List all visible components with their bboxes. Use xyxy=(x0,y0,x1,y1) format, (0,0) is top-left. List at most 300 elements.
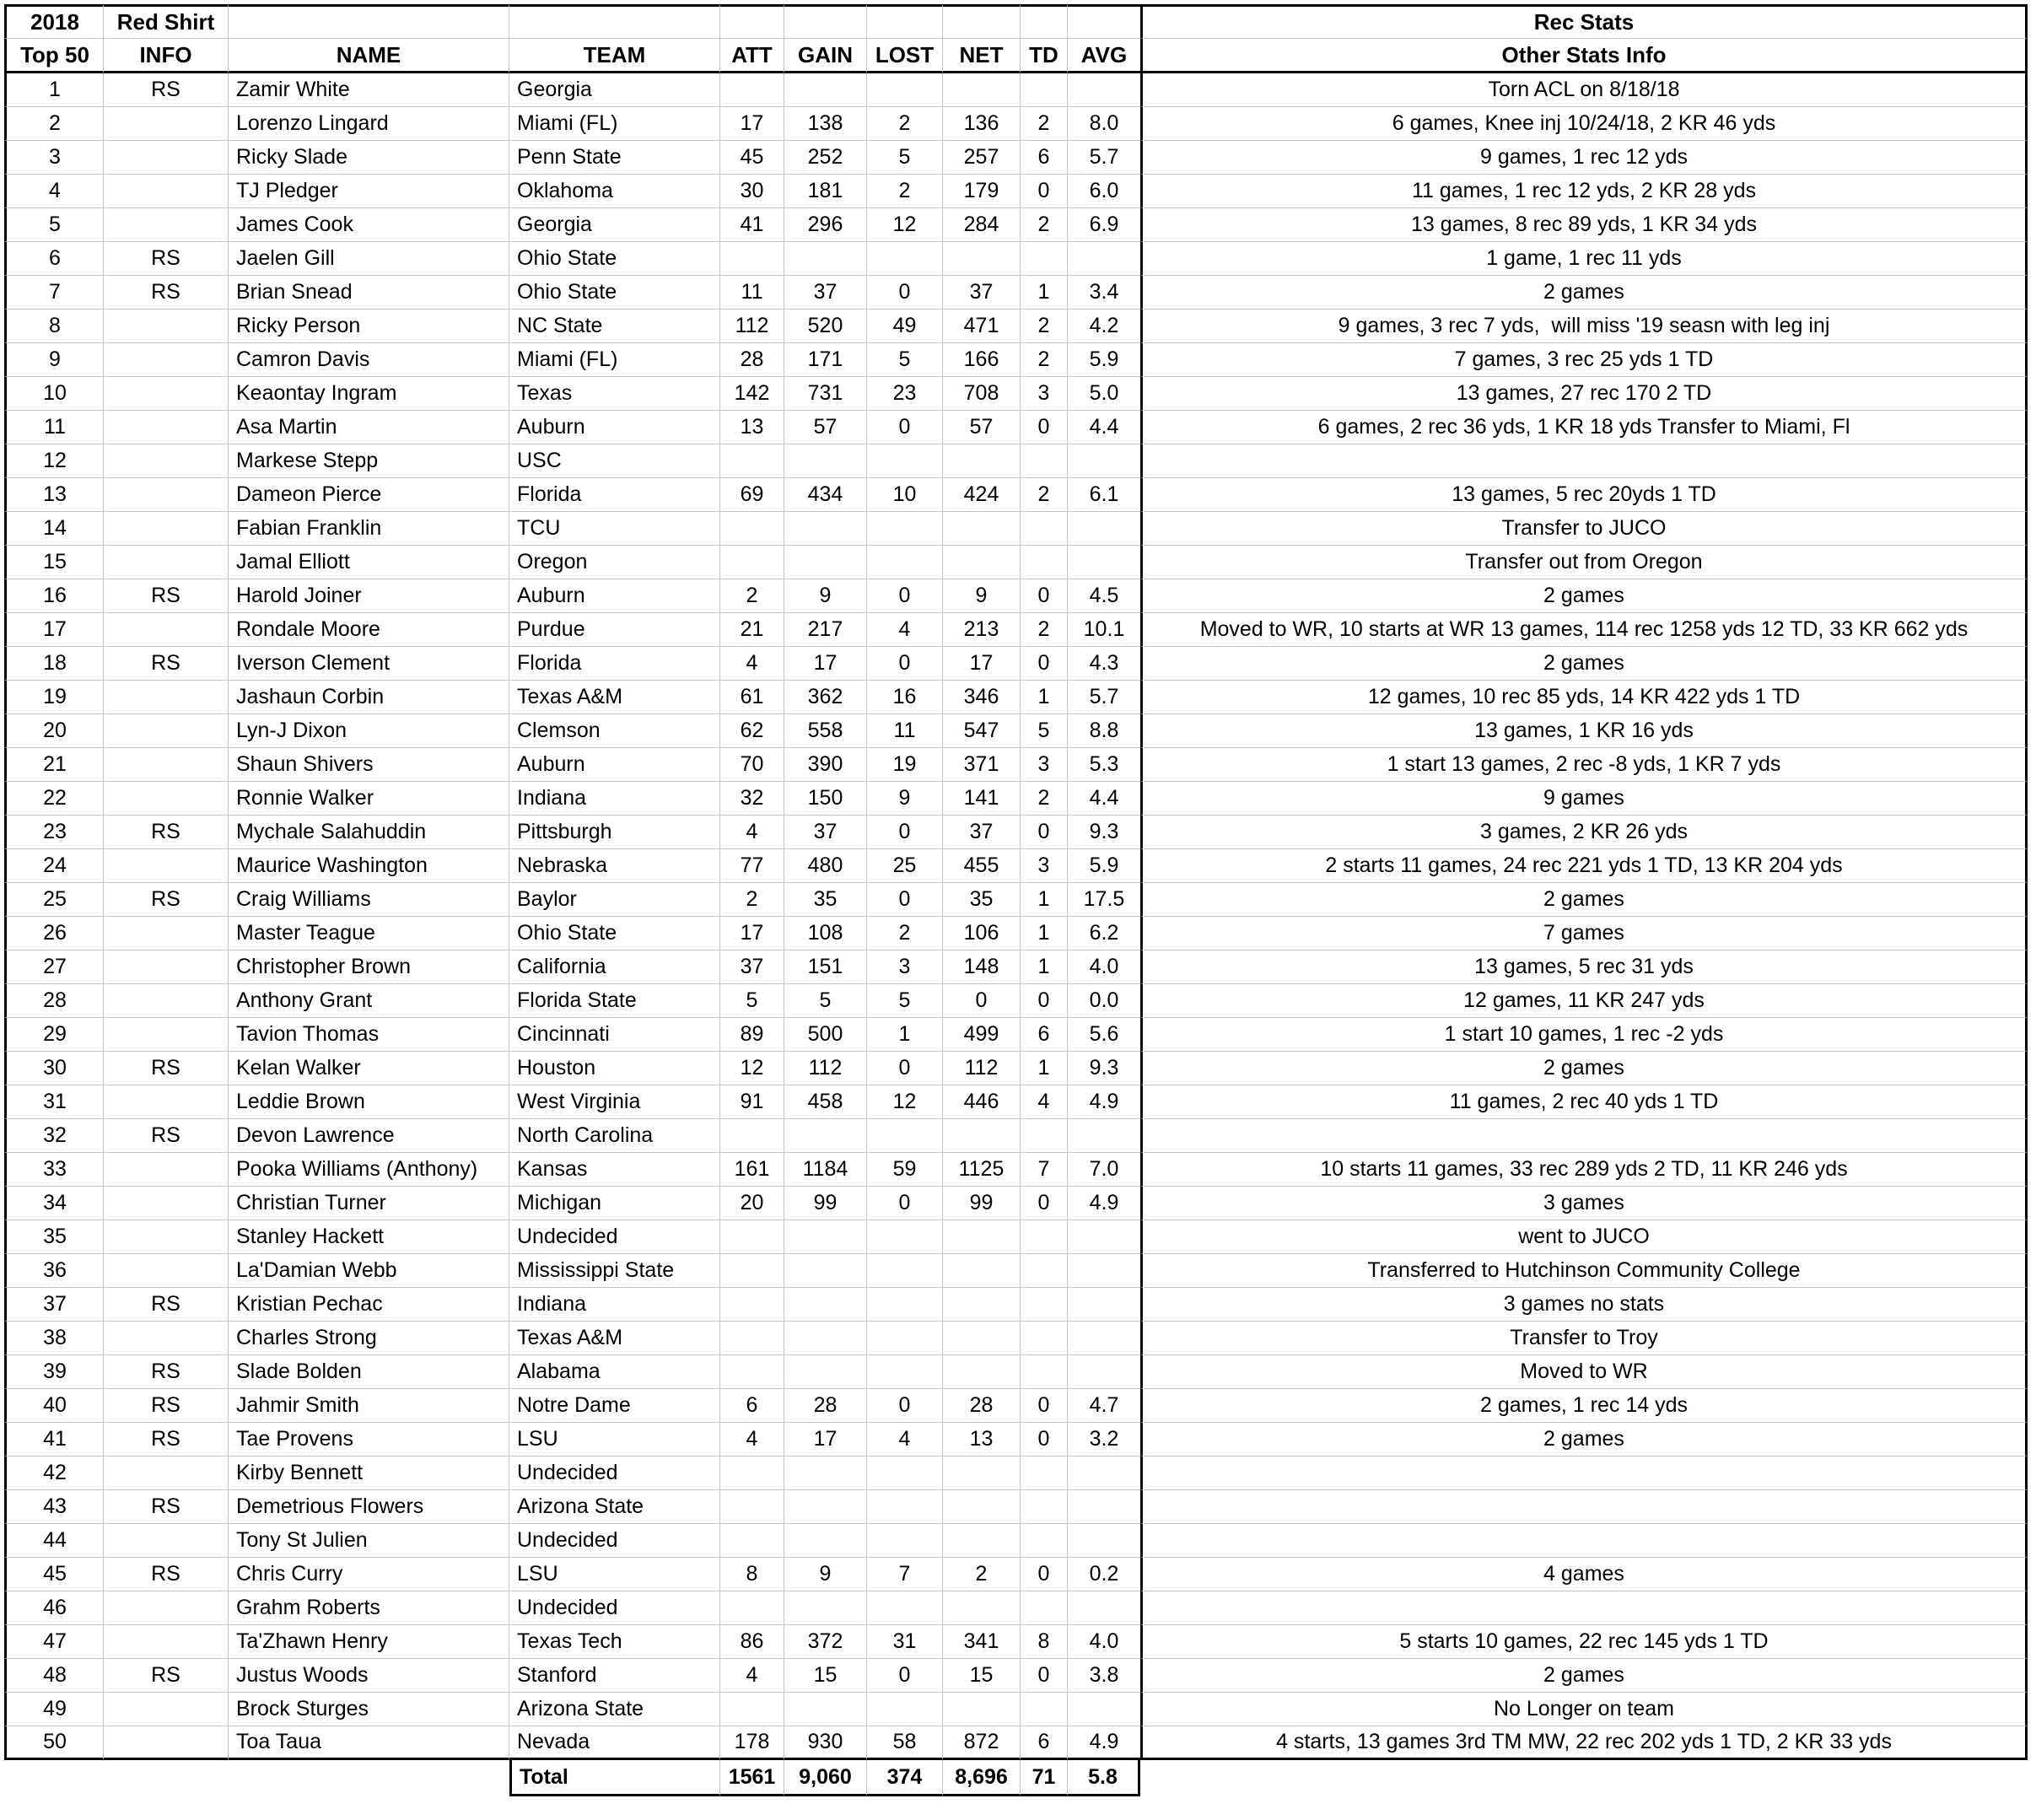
cell-rank[interactable]: 36 xyxy=(4,1254,104,1288)
cell-team[interactable]: Auburn xyxy=(509,411,720,444)
cell-att[interactable] xyxy=(720,1220,784,1254)
cell-rank[interactable]: 8 xyxy=(4,310,104,343)
cell-gain[interactable]: 151 xyxy=(784,950,867,984)
cell-rs[interactable]: RS xyxy=(104,1423,229,1457)
cell-att[interactable]: 45 xyxy=(720,141,784,175)
cell-lost[interactable] xyxy=(867,512,943,546)
cell-avg[interactable]: 4.4 xyxy=(1068,782,1140,816)
cell-rs[interactable]: RS xyxy=(104,1558,229,1591)
cell-gain[interactable] xyxy=(784,242,867,276)
cell-att[interactable]: 4 xyxy=(720,1423,784,1457)
cell-att[interactable] xyxy=(720,546,784,579)
cell-att[interactable]: 86 xyxy=(720,1625,784,1659)
cell-gain[interactable]: 9 xyxy=(784,1558,867,1591)
cell-gain[interactable]: 217 xyxy=(784,613,867,647)
cell-net[interactable] xyxy=(943,242,1021,276)
cell-info[interactable] xyxy=(1140,444,2028,478)
cell-info[interactable] xyxy=(1140,1457,2028,1490)
header-gain[interactable]: GAIN xyxy=(784,39,867,73)
cell-att[interactable] xyxy=(720,1254,784,1288)
cell-rank[interactable]: 15 xyxy=(4,546,104,579)
cell-td[interactable] xyxy=(1021,1591,1068,1625)
cell-net[interactable]: 708 xyxy=(943,377,1021,411)
cell-lost[interactable]: 10 xyxy=(867,478,943,512)
cell-info[interactable]: 9 games, 1 rec 12 yds xyxy=(1140,141,2028,175)
cell-name[interactable]: Kelan Walker xyxy=(229,1052,509,1085)
cell-lost[interactable]: 0 xyxy=(867,647,943,681)
cell-rank[interactable]: 3 xyxy=(4,141,104,175)
cell-lost[interactable]: 2 xyxy=(867,107,943,141)
cell-rs[interactable]: RS xyxy=(104,1490,229,1524)
cell-lost[interactable] xyxy=(867,1524,943,1558)
cell-team[interactable]: Georgia xyxy=(509,208,720,242)
cell-att[interactable] xyxy=(720,242,784,276)
cell-att[interactable]: 62 xyxy=(720,714,784,748)
cell-info[interactable]: 2 games xyxy=(1140,1423,2028,1457)
cell-gain[interactable]: 99 xyxy=(784,1187,867,1220)
cell-avg[interactable]: 5.7 xyxy=(1068,141,1140,175)
cell-rs[interactable] xyxy=(104,546,229,579)
cell-info[interactable]: 9 games xyxy=(1140,782,2028,816)
cell-name[interactable]: Ricky Person xyxy=(229,310,509,343)
cell-net[interactable]: 15 xyxy=(943,1659,1021,1693)
cell-rs[interactable] xyxy=(104,681,229,714)
cell-team[interactable]: Miami (FL) xyxy=(509,343,720,377)
cell-gain[interactable] xyxy=(784,1591,867,1625)
cell-rs[interactable] xyxy=(104,950,229,984)
cell-net[interactable]: 106 xyxy=(943,917,1021,950)
cell-td[interactable] xyxy=(1021,546,1068,579)
cell-att[interactable]: 142 xyxy=(720,377,784,411)
cell-att[interactable] xyxy=(720,512,784,546)
cell-td[interactable]: 1 xyxy=(1021,950,1068,984)
cell-att[interactable]: 61 xyxy=(720,681,784,714)
cell-gain[interactable]: 5 xyxy=(784,984,867,1018)
cell-gain[interactable]: 181 xyxy=(784,175,867,208)
cell-avg[interactable]: 3.4 xyxy=(1068,276,1140,310)
cell-gain[interactable]: 296 xyxy=(784,208,867,242)
cell-td[interactable] xyxy=(1021,1355,1068,1389)
cell-td[interactable]: 1 xyxy=(1021,917,1068,950)
cell-lost[interactable]: 11 xyxy=(867,714,943,748)
cell-rank[interactable]: 9 xyxy=(4,343,104,377)
cell-net[interactable]: 141 xyxy=(943,782,1021,816)
cell-avg[interactable]: 4.9 xyxy=(1068,1085,1140,1119)
cell-att[interactable]: 32 xyxy=(720,782,784,816)
cell-lost[interactable]: 3 xyxy=(867,950,943,984)
cell-att[interactable] xyxy=(720,1288,784,1322)
cell-gain[interactable]: 150 xyxy=(784,782,867,816)
cell-net[interactable] xyxy=(943,1254,1021,1288)
cell-name[interactable]: La'Damian Webb xyxy=(229,1254,509,1288)
cell-rs[interactable]: RS xyxy=(104,647,229,681)
cell-att[interactable]: 2 xyxy=(720,883,784,917)
cell-rank[interactable]: 27 xyxy=(4,950,104,984)
cell-net[interactable]: 35 xyxy=(943,883,1021,917)
cell-net[interactable] xyxy=(943,444,1021,478)
cell-rs[interactable] xyxy=(104,310,229,343)
header-blank-td[interactable] xyxy=(1021,4,1068,39)
cell-net[interactable]: 213 xyxy=(943,613,1021,647)
cell-rs[interactable]: RS xyxy=(104,579,229,613)
cell-info[interactable]: 11 games, 1 rec 12 yds, 2 KR 28 yds xyxy=(1140,175,2028,208)
cell-gain[interactable] xyxy=(784,1119,867,1153)
cell-avg[interactable]: 4.9 xyxy=(1068,1726,1140,1760)
cell-info[interactable]: 1 game, 1 rec 11 yds xyxy=(1140,242,2028,276)
cell-att[interactable]: 178 xyxy=(720,1726,784,1760)
cell-team[interactable]: Notre Dame xyxy=(509,1389,720,1423)
cell-rank[interactable]: 22 xyxy=(4,782,104,816)
cell-td[interactable]: 5 xyxy=(1021,714,1068,748)
cell-lost[interactable]: 58 xyxy=(867,1726,943,1760)
cell-team[interactable]: California xyxy=(509,950,720,984)
cell-name[interactable]: Keaontay Ingram xyxy=(229,377,509,411)
cell-net[interactable]: 2 xyxy=(943,1558,1021,1591)
header-net[interactable]: NET xyxy=(943,39,1021,73)
cell-gain[interactable]: 558 xyxy=(784,714,867,748)
cell-att[interactable]: 5 xyxy=(720,984,784,1018)
cell-net[interactable] xyxy=(943,1322,1021,1355)
cell-rs[interactable] xyxy=(104,1591,229,1625)
cell-td[interactable]: 6 xyxy=(1021,141,1068,175)
cell-name[interactable]: Kristian Pechac xyxy=(229,1288,509,1322)
cell-net[interactable] xyxy=(943,1355,1021,1389)
cell-td[interactable]: 0 xyxy=(1021,1558,1068,1591)
cell-gain[interactable]: 731 xyxy=(784,377,867,411)
cell-gain[interactable]: 17 xyxy=(784,647,867,681)
cell-rs[interactable] xyxy=(104,1254,229,1288)
cell-name[interactable]: Brock Sturges xyxy=(229,1693,509,1726)
cell-rank[interactable]: 38 xyxy=(4,1322,104,1355)
cell-td[interactable] xyxy=(1021,1288,1068,1322)
cell-avg[interactable]: 4.5 xyxy=(1068,579,1140,613)
cell-gain[interactable] xyxy=(784,512,867,546)
cell-lost[interactable]: 16 xyxy=(867,681,943,714)
cell-lost[interactable] xyxy=(867,1322,943,1355)
cell-td[interactable] xyxy=(1021,1220,1068,1254)
cell-info[interactable]: 2 games xyxy=(1140,1659,2028,1693)
cell-gain[interactable]: 500 xyxy=(784,1018,867,1052)
cell-att[interactable] xyxy=(720,1119,784,1153)
header-blank-team[interactable] xyxy=(509,4,720,39)
cell-rs[interactable] xyxy=(104,343,229,377)
cell-info[interactable]: Transfer to JUCO xyxy=(1140,512,2028,546)
cell-name[interactable]: Demetrious Flowers xyxy=(229,1490,509,1524)
cell-name[interactable]: Charles Strong xyxy=(229,1322,509,1355)
cell-avg[interactable] xyxy=(1068,1591,1140,1625)
cell-info[interactable]: Torn ACL on 8/18/18 xyxy=(1140,73,2028,107)
cell-info[interactable]: 7 games, 3 rec 25 yds 1 TD xyxy=(1140,343,2028,377)
cell-info[interactable]: 7 games xyxy=(1140,917,2028,950)
cell-net[interactable] xyxy=(943,1591,1021,1625)
cell-att[interactable]: 13 xyxy=(720,411,784,444)
cell-gain[interactable]: 252 xyxy=(784,141,867,175)
cell-td[interactable]: 2 xyxy=(1021,208,1068,242)
cell-td[interactable]: 2 xyxy=(1021,782,1068,816)
cell-rank[interactable]: 18 xyxy=(4,647,104,681)
cell-gain[interactable] xyxy=(784,1288,867,1322)
cell-name[interactable]: Devon Lawrence xyxy=(229,1119,509,1153)
cell-td[interactable] xyxy=(1021,512,1068,546)
cell-name[interactable]: Maurice Washington xyxy=(229,849,509,883)
cell-name[interactable]: Toa Taua xyxy=(229,1726,509,1760)
cell-team[interactable]: Auburn xyxy=(509,579,720,613)
cell-avg[interactable]: 5.0 xyxy=(1068,377,1140,411)
cell-avg[interactable] xyxy=(1068,1119,1140,1153)
cell-avg[interactable]: 0.0 xyxy=(1068,984,1140,1018)
cell-td[interactable]: 0 xyxy=(1021,1389,1068,1423)
cell-td[interactable] xyxy=(1021,1119,1068,1153)
cell-rs[interactable] xyxy=(104,1524,229,1558)
cell-lost[interactable] xyxy=(867,1288,943,1322)
cell-name[interactable]: Ronnie Walker xyxy=(229,782,509,816)
cell-rs[interactable] xyxy=(104,748,229,782)
cell-rs[interactable] xyxy=(104,1018,229,1052)
cell-rs[interactable]: RS xyxy=(104,883,229,917)
cell-info[interactable]: 1 start 10 games, 1 rec -2 yds xyxy=(1140,1018,2028,1052)
cell-name[interactable]: Jashaun Corbin xyxy=(229,681,509,714)
cell-rs[interactable]: RS xyxy=(104,816,229,849)
cell-rs[interactable] xyxy=(104,714,229,748)
cell-info[interactable]: 13 games, 5 rec 20yds 1 TD xyxy=(1140,478,2028,512)
cell-avg[interactable] xyxy=(1068,1355,1140,1389)
total-avg[interactable]: 5.8 xyxy=(1068,1760,1140,1796)
cell-rank[interactable]: 34 xyxy=(4,1187,104,1220)
cell-avg[interactable]: 4.0 xyxy=(1068,1625,1140,1659)
cell-info[interactable]: 11 games, 2 rec 40 yds 1 TD xyxy=(1140,1085,2028,1119)
cell-rs[interactable] xyxy=(104,141,229,175)
cell-lost[interactable] xyxy=(867,242,943,276)
cell-avg[interactable]: 6.1 xyxy=(1068,478,1140,512)
cell-team[interactable]: NC State xyxy=(509,310,720,343)
cell-lost[interactable]: 1 xyxy=(867,1018,943,1052)
cell-rs[interactable] xyxy=(104,1220,229,1254)
cell-team[interactable]: Nevada xyxy=(509,1726,720,1760)
cell-lost[interactable] xyxy=(867,1490,943,1524)
cell-info[interactable]: 3 games no stats xyxy=(1140,1288,2028,1322)
cell-lost[interactable]: 19 xyxy=(867,748,943,782)
cell-rank[interactable]: 50 xyxy=(4,1726,104,1760)
cell-att[interactable]: 28 xyxy=(720,343,784,377)
cell-net[interactable] xyxy=(943,1457,1021,1490)
cell-net[interactable]: 471 xyxy=(943,310,1021,343)
cell-team[interactable]: Texas A&M xyxy=(509,681,720,714)
cell-info[interactable]: 3 games xyxy=(1140,1187,2028,1220)
cell-net[interactable]: 371 xyxy=(943,748,1021,782)
cell-info[interactable]: No Longer on team xyxy=(1140,1693,2028,1726)
cell-name[interactable]: Ricky Slade xyxy=(229,141,509,175)
cell-rank[interactable]: 35 xyxy=(4,1220,104,1254)
cell-att[interactable]: 4 xyxy=(720,647,784,681)
cell-name[interactable]: Mychale Salahuddin xyxy=(229,816,509,849)
cell-team[interactable]: Oklahoma xyxy=(509,175,720,208)
cell-name[interactable]: Master Teague xyxy=(229,917,509,950)
cell-lost[interactable]: 0 xyxy=(867,1659,943,1693)
cell-lost[interactable] xyxy=(867,1457,943,1490)
cell-rank[interactable]: 47 xyxy=(4,1625,104,1659)
cell-lost[interactable]: 0 xyxy=(867,1187,943,1220)
cell-gain[interactable] xyxy=(784,1457,867,1490)
cell-rank[interactable]: 37 xyxy=(4,1288,104,1322)
cell-net[interactable]: 424 xyxy=(943,478,1021,512)
cell-net[interactable]: 346 xyxy=(943,681,1021,714)
cell-avg[interactable] xyxy=(1068,1288,1140,1322)
cell-avg[interactable]: 7.0 xyxy=(1068,1153,1140,1187)
cell-net[interactable]: 37 xyxy=(943,816,1021,849)
cell-gain[interactable]: 37 xyxy=(784,276,867,310)
cell-info[interactable]: Moved to WR, 10 starts at WR 13 games, 114 rec 1258 yds 12 TD, 33 KR 662 yds xyxy=(1140,613,2028,647)
cell-lost[interactable]: 9 xyxy=(867,782,943,816)
cell-lost[interactable]: 5 xyxy=(867,141,943,175)
cell-att[interactable]: 69 xyxy=(720,478,784,512)
cell-name[interactable]: Jamal Elliott xyxy=(229,546,509,579)
cell-rank[interactable]: 1 xyxy=(4,73,104,107)
cell-team[interactable]: Florida xyxy=(509,478,720,512)
cell-td[interactable] xyxy=(1021,73,1068,107)
cell-gain[interactable]: 372 xyxy=(784,1625,867,1659)
cell-rs[interactable]: RS xyxy=(104,1659,229,1693)
cell-rs[interactable] xyxy=(104,782,229,816)
cell-name[interactable]: Lorenzo Lingard xyxy=(229,107,509,141)
cell-team[interactable]: Florida State xyxy=(509,984,720,1018)
cell-gain[interactable]: 458 xyxy=(784,1085,867,1119)
cell-td[interactable] xyxy=(1021,1322,1068,1355)
cell-avg[interactable]: 3.2 xyxy=(1068,1423,1140,1457)
total-net[interactable]: 8,696 xyxy=(943,1760,1021,1796)
cell-td[interactable]: 7 xyxy=(1021,1153,1068,1187)
cell-name[interactable]: Rondale Moore xyxy=(229,613,509,647)
cell-gain[interactable] xyxy=(784,1220,867,1254)
cell-rank[interactable]: 48 xyxy=(4,1659,104,1693)
cell-name[interactable]: Iverson Clement xyxy=(229,647,509,681)
cell-team[interactable]: Texas Tech xyxy=(509,1625,720,1659)
cell-net[interactable]: 499 xyxy=(943,1018,1021,1052)
header-blank-name[interactable] xyxy=(229,4,509,39)
cell-gain[interactable]: 37 xyxy=(784,816,867,849)
cell-rank[interactable]: 32 xyxy=(4,1119,104,1153)
cell-lost[interactable]: 0 xyxy=(867,883,943,917)
cell-att[interactable] xyxy=(720,1591,784,1625)
cell-gain[interactable]: 28 xyxy=(784,1389,867,1423)
cell-rank[interactable]: 33 xyxy=(4,1153,104,1187)
cell-td[interactable]: 3 xyxy=(1021,849,1068,883)
cell-gain[interactable]: 520 xyxy=(784,310,867,343)
cell-att[interactable] xyxy=(720,1355,784,1389)
cell-name[interactable]: Ta'Zhawn Henry xyxy=(229,1625,509,1659)
cell-rank[interactable]: 39 xyxy=(4,1355,104,1389)
cell-team[interactable]: Indiana xyxy=(509,782,720,816)
cell-rs[interactable] xyxy=(104,208,229,242)
cell-info[interactable]: 10 starts 11 games, 33 rec 289 yds 2 TD, 11 KR 246 yds xyxy=(1140,1153,2028,1187)
cell-gain[interactable] xyxy=(784,1355,867,1389)
cell-gain[interactable]: 112 xyxy=(784,1052,867,1085)
cell-rs[interactable]: RS xyxy=(104,1355,229,1389)
cell-info[interactable]: Transfer out from Oregon xyxy=(1140,546,2028,579)
cell-rank[interactable]: 23 xyxy=(4,816,104,849)
header-blank-net[interactable] xyxy=(943,4,1021,39)
cell-avg[interactable]: 10.1 xyxy=(1068,613,1140,647)
cell-rank[interactable]: 12 xyxy=(4,444,104,478)
cell-team[interactable]: Penn State xyxy=(509,141,720,175)
cell-lost[interactable]: 7 xyxy=(867,1558,943,1591)
cell-name[interactable]: Lyn-J Dixon xyxy=(229,714,509,748)
cell-name[interactable]: Shaun Shivers xyxy=(229,748,509,782)
cell-team[interactable]: Kansas xyxy=(509,1153,720,1187)
cell-rs[interactable] xyxy=(104,107,229,141)
cell-rs[interactable] xyxy=(104,444,229,478)
cell-td[interactable]: 3 xyxy=(1021,377,1068,411)
header-redshirt-line2[interactable]: INFO xyxy=(104,39,229,73)
cell-rs[interactable]: RS xyxy=(104,73,229,107)
header-rec-stats[interactable]: Rec Stats xyxy=(1140,4,2028,39)
cell-gain[interactable]: 138 xyxy=(784,107,867,141)
cell-avg[interactable]: 4.3 xyxy=(1068,647,1140,681)
cell-att[interactable]: 161 xyxy=(720,1153,784,1187)
cell-info[interactable]: 2 games xyxy=(1140,276,2028,310)
header-td[interactable]: TD xyxy=(1021,39,1068,73)
cell-rs[interactable] xyxy=(104,1153,229,1187)
cell-team[interactable]: Florida xyxy=(509,647,720,681)
cell-avg[interactable]: 4.9 xyxy=(1068,1187,1140,1220)
cell-gain[interactable]: 171 xyxy=(784,343,867,377)
cell-team[interactable]: Undecided xyxy=(509,1591,720,1625)
cell-td[interactable]: 1 xyxy=(1021,1052,1068,1085)
cell-gain[interactable] xyxy=(784,1693,867,1726)
cell-lost[interactable]: 23 xyxy=(867,377,943,411)
cell-rank[interactable]: 42 xyxy=(4,1457,104,1490)
cell-info[interactable]: 2 games, 1 rec 14 yds xyxy=(1140,1389,2028,1423)
cell-avg[interactable] xyxy=(1068,1490,1140,1524)
cell-team[interactable]: Mississippi State xyxy=(509,1254,720,1288)
cell-td[interactable] xyxy=(1021,1693,1068,1726)
cell-rs[interactable] xyxy=(104,1457,229,1490)
cell-net[interactable]: 17 xyxy=(943,647,1021,681)
cell-avg[interactable]: 17.5 xyxy=(1068,883,1140,917)
cell-name[interactable]: Jaelen Gill xyxy=(229,242,509,276)
cell-team[interactable]: Michigan xyxy=(509,1187,720,1220)
cell-team[interactable]: West Virginia xyxy=(509,1085,720,1119)
cell-avg[interactable]: 4.2 xyxy=(1068,310,1140,343)
cell-lost[interactable]: 5 xyxy=(867,984,943,1018)
cell-info[interactable]: 12 games, 11 KR 247 yds xyxy=(1140,984,2028,1018)
cell-rs[interactable] xyxy=(104,1322,229,1355)
cell-team[interactable]: LSU xyxy=(509,1423,720,1457)
cell-gain[interactable] xyxy=(784,1322,867,1355)
cell-net[interactable]: 13 xyxy=(943,1423,1021,1457)
cell-net[interactable]: 446 xyxy=(943,1085,1021,1119)
header-att[interactable]: ATT xyxy=(720,39,784,73)
cell-rank[interactable]: 41 xyxy=(4,1423,104,1457)
cell-rank[interactable]: 44 xyxy=(4,1524,104,1558)
cell-lost[interactable]: 0 xyxy=(867,579,943,613)
cell-rank[interactable]: 2 xyxy=(4,107,104,141)
cell-lost[interactable] xyxy=(867,1355,943,1389)
cell-avg[interactable] xyxy=(1068,512,1140,546)
cell-rank[interactable]: 11 xyxy=(4,411,104,444)
cell-info[interactable]: 4 starts, 13 games 3rd TM MW, 22 rec 202 yds 1 TD, 2 KR 33 yds xyxy=(1140,1726,2028,1760)
cell-lost[interactable]: 12 xyxy=(867,208,943,242)
cell-td[interactable]: 0 xyxy=(1021,1187,1068,1220)
cell-info[interactable]: 2 games xyxy=(1140,579,2028,613)
total-att[interactable]: 1561 xyxy=(720,1760,784,1796)
cell-gain[interactable]: 1184 xyxy=(784,1153,867,1187)
cell-rank[interactable]: 6 xyxy=(4,242,104,276)
header-blank-avg[interactable] xyxy=(1068,4,1140,39)
cell-info[interactable]: 3 games, 2 KR 26 yds xyxy=(1140,816,2028,849)
cell-rank[interactable]: 14 xyxy=(4,512,104,546)
cell-net[interactable] xyxy=(943,1490,1021,1524)
cell-td[interactable]: 6 xyxy=(1021,1726,1068,1760)
